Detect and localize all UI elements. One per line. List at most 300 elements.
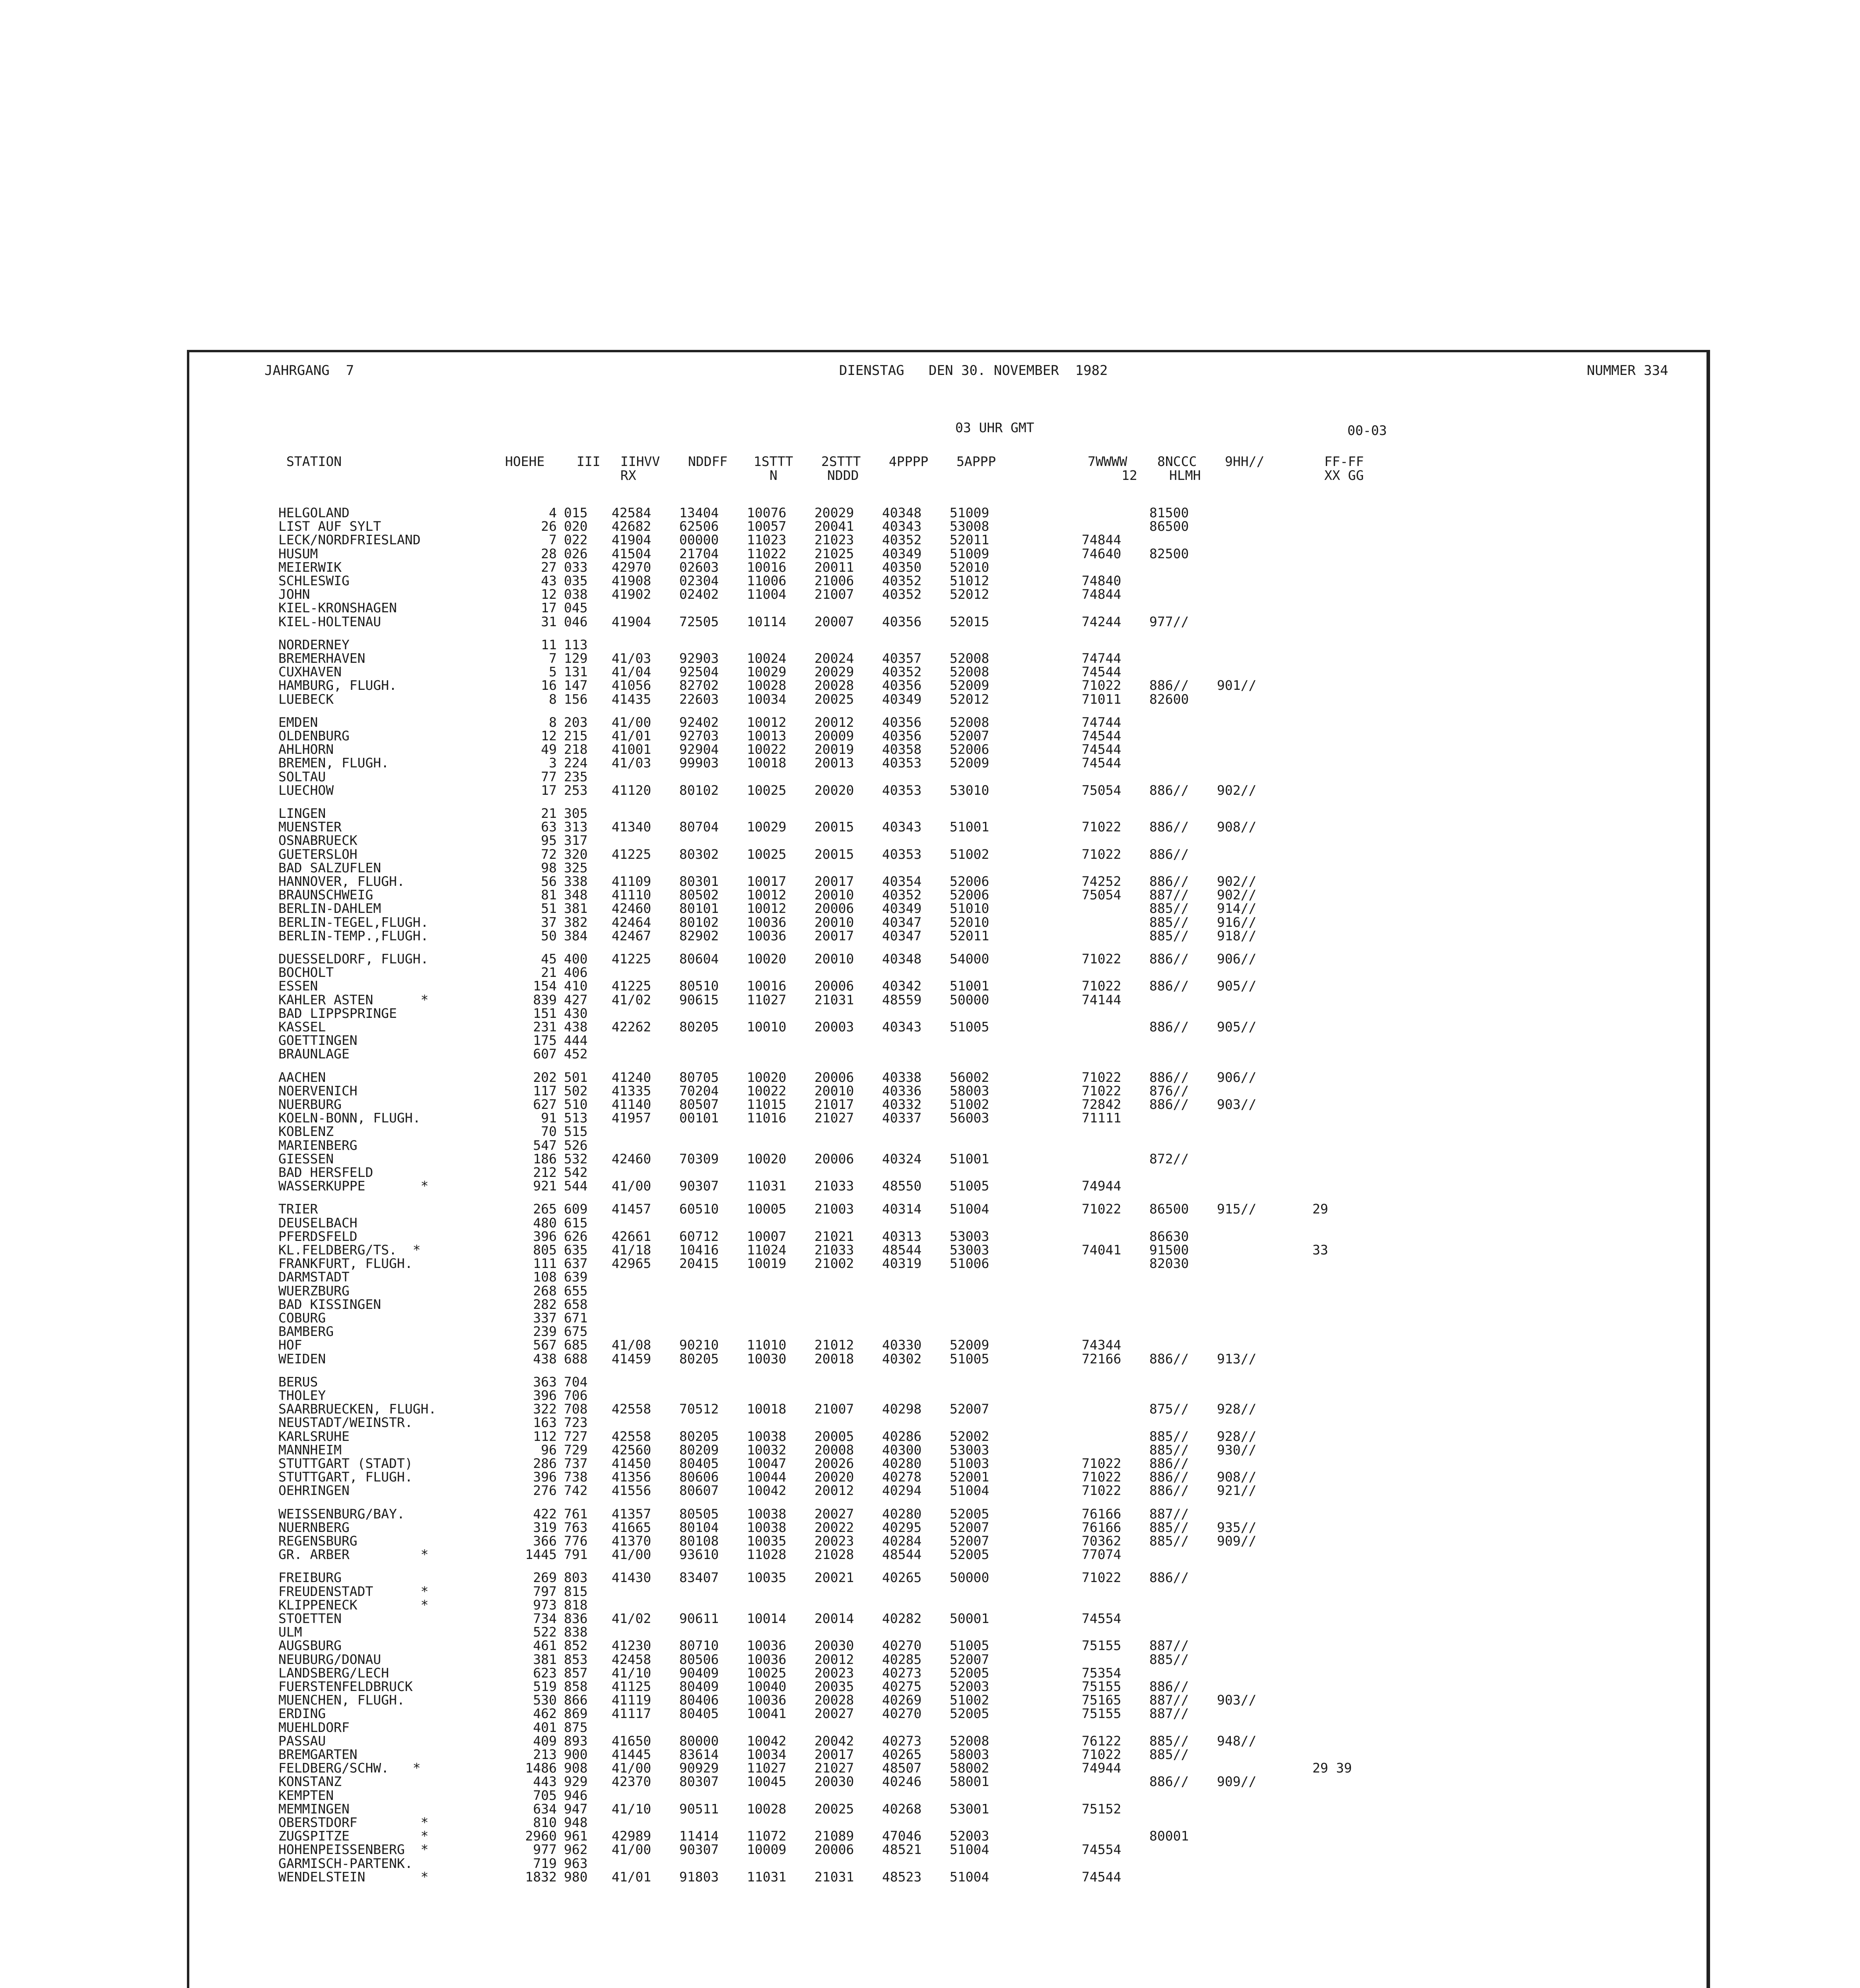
col-2sttt: 2STTT [821,454,861,469]
group-2sttt: 20017 [814,1747,854,1762]
station-height: 31 [541,614,557,629]
station-name: OSNABRUECK [278,833,358,848]
group-8nccc: 885// [1149,1733,1189,1749]
station-index: 348 [564,887,588,903]
col-n: N [770,468,777,483]
station-height: 322 [533,1401,557,1417]
group-2sttt: 21023 [814,532,854,547]
group-1sttt: 10038 [747,1429,787,1444]
station-height: 2960 [525,1828,557,1844]
group-1sttt: 10012 [747,901,787,916]
station-height: 396 [533,1469,557,1485]
table-row [0,1338,1860,1352]
station-name: FRANKFURT, FLUGH. [278,1256,413,1271]
group-iihvv: 41120 [612,782,651,798]
table-row [0,574,1860,588]
group-7wwww: 71022 [1082,1456,1121,1471]
group-5appp: 51003 [950,1456,989,1471]
station-height: 480 [533,1215,557,1231]
group-5appp: 51004 [950,1483,989,1498]
group-8nccc: 885// [1149,1520,1189,1535]
station-name: LIST AUF SYLT [278,518,381,534]
issue-number: NUMMER 334 [1587,363,1668,379]
station-name: BAD KISSINGEN [278,1297,381,1312]
station-name: OLDENBURG [278,728,350,744]
group-8nccc: 82030 [1149,1256,1189,1271]
group-2sttt: 20020 [814,782,854,798]
station-height: 163 [533,1415,557,1430]
group-1sttt: 10022 [747,742,787,757]
group-2sttt: 20019 [814,742,854,757]
group-nddff: 70512 [679,1401,719,1417]
group-7wwww: 75155 [1082,1706,1121,1721]
station-name: BREMEN, FLUGH. [278,755,389,771]
group-iihvv: 41957 [612,1110,651,1126]
table-row [0,1842,1860,1856]
table-row [0,1070,1860,1084]
col-1sttt: 1STTT [754,454,793,469]
station-name: BERLIN-TEGEL,FLUGH. [278,914,429,930]
group-5appp: 52006 [950,887,989,903]
group-4pppp: 40352 [882,664,922,679]
group-8nccc: 886// [1149,1070,1189,1085]
station-index: 815 [564,1584,588,1599]
station-height: 91 [541,1110,557,1126]
group-4pppp: 40352 [882,887,922,903]
group-4pppp: 40265 [882,1747,922,1762]
station-index: 857 [564,1665,588,1681]
group-2sttt: 21007 [814,1401,854,1417]
group-2sttt: 20012 [814,1652,854,1667]
station-name: STOETTEN [278,1611,342,1626]
group-1sttt: 10036 [747,1652,787,1667]
issue-date: DIENSTAG DEN 30. NOVEMBER 1982 [839,363,1108,379]
group-1sttt: 10028 [747,678,787,693]
station-height: 17 [541,782,557,798]
station-name: MUEHLDORF [278,1720,350,1735]
station-index: 869 [564,1706,588,1721]
group-4pppp: 48521 [882,1842,922,1857]
station-index: 723 [564,1415,588,1430]
group-nddff: 80209 [679,1442,719,1458]
group-iihvv: 41665 [612,1520,651,1535]
group-9hh: 903// [1217,1097,1257,1112]
station-name: MEMMINGEN [278,1801,350,1817]
group-7wwww: 75152 [1082,1801,1121,1817]
group-1sttt: 10024 [747,650,787,666]
group-iihvv: 42989 [612,1828,651,1844]
group-4pppp: 40350 [882,559,922,575]
station-index: 761 [564,1506,588,1522]
station-height: 530 [533,1692,557,1708]
group-5appp: 52011 [950,928,989,944]
group-4pppp: 40275 [882,1679,922,1694]
group-nddff: 90615 [679,992,719,1008]
group-4pppp: 40300 [882,1442,922,1458]
group-nddff: 80104 [679,1520,719,1535]
table-row [0,833,1860,847]
table-row [0,1571,1860,1584]
station-index: 615 [564,1215,588,1231]
station-index: 224 [564,755,588,771]
group-8nccc: 886// [1149,1774,1189,1789]
group-2sttt: 20028 [814,678,854,693]
group-2sttt: 20010 [814,914,854,930]
group-2sttt: 20017 [814,874,854,889]
table-row [0,1788,1860,1802]
station-index: 131 [564,664,588,679]
group-8nccc: 886// [1149,1456,1189,1471]
table-row [0,1870,1860,1884]
group-1sttt: 10029 [747,664,787,679]
group-nddff: 80606 [679,1469,719,1485]
group-4pppp: 40280 [882,1456,922,1471]
group-5appp: 52005 [950,1547,989,1562]
group-4pppp: 48523 [882,1869,922,1885]
station-index: 962 [564,1842,588,1857]
group-5appp: 51001 [950,1151,989,1167]
table-row [0,665,1860,679]
station-name: GARMISCH-PARTENK. [278,1856,413,1871]
group-7wwww: 74344 [1082,1337,1121,1353]
station-name: DUESSELDORF, FLUGH. [278,951,429,967]
group-4pppp: 40269 [882,1692,922,1708]
group-4pppp: 40356 [882,614,922,629]
group-4pppp: 40343 [882,518,922,534]
station-index: 838 [564,1624,588,1640]
station-name: THOLEY [278,1388,326,1403]
group-8nccc: 886// [1149,1570,1189,1585]
group-5appp: 51002 [950,846,989,862]
group-8nccc: 886// [1149,1097,1189,1112]
group-iihvv: 41/03 [612,650,651,666]
group-5appp: 52007 [950,728,989,744]
group-8nccc: 885// [1149,928,1189,944]
group-8nccc: 876// [1149,1083,1189,1099]
station-name: BERUS [278,1374,318,1390]
group-2sttt: 21007 [814,586,854,602]
group-iihvv: 42460 [612,901,651,916]
station-name: FUERSTENFELDBRUCK [278,1679,413,1694]
group-9hh: 930// [1217,1442,1257,1458]
station-index: 803 [564,1570,588,1585]
group-4pppp: 40352 [882,532,922,547]
station-name: NUERBURG [278,1097,342,1112]
group-nddff: 92904 [679,742,719,757]
group-5appp: 52015 [950,614,989,629]
station-index: 430 [564,1006,588,1021]
table-row [0,1179,1860,1193]
table-row [0,1229,1860,1243]
station-index: 510 [564,1097,588,1112]
station-index: 033 [564,559,588,575]
group-7wwww: 74544 [1082,728,1121,744]
station-height: 286 [533,1456,557,1471]
group-5appp: 52005 [950,1706,989,1721]
group-5appp: 52009 [950,678,989,693]
station-name: GR. ARBER * [278,1547,429,1562]
station-height: 11 [541,637,557,652]
group-7wwww: 71022 [1082,1469,1121,1485]
table-row [0,715,1860,729]
group-7wwww: 71022 [1082,1070,1121,1085]
group-9hh: 914// [1217,901,1257,916]
table-row [0,1047,1860,1061]
station-name: BAMBERG [278,1324,334,1339]
station-name: STUTTGART, FLUGH. [278,1469,413,1485]
station-index: 038 [564,586,588,602]
table-row [0,915,1860,929]
station-name: SAARBRUECKEN, FLUGH. [278,1401,437,1417]
group-4pppp: 40298 [882,1401,922,1417]
group-iihvv: 41335 [612,1083,651,1099]
station-height: 186 [533,1151,557,1167]
station-name: LUEBECK [278,691,334,707]
group-iihvv: 42464 [612,914,651,930]
table-row [0,1324,1860,1338]
station-name: KARLSRUHE [278,1429,350,1444]
station-index: 513 [564,1110,588,1126]
station-height: 839 [533,992,557,1008]
station-name: OEHRINGEN [278,1483,350,1498]
group-8nccc: 977// [1149,614,1189,629]
station-index: 381 [564,901,588,916]
table-row [0,1443,1860,1457]
group-9hh: 901// [1217,678,1257,693]
group-4pppp: 40273 [882,1665,922,1681]
group-2sttt: 20025 [814,1801,854,1817]
table-row [0,1097,1860,1111]
station-name: BAD LIPPSPRINGE [278,1006,397,1021]
station-name: KOELN-BONN, FLUGH. [278,1110,421,1126]
group-nddff: 90511 [679,1801,719,1817]
group-2sttt: 20023 [814,1665,854,1681]
group-4pppp: 40268 [882,1801,922,1817]
group-iihvv: 41/08 [612,1337,651,1353]
station-height: 56 [541,874,557,889]
group-1sttt: 10042 [747,1483,787,1498]
group-8nccc: 886// [1149,819,1189,835]
table-row [0,1598,1860,1612]
group-nddff: 22603 [679,691,719,707]
group-iihvv: 41356 [612,1469,651,1485]
group-nddff: 80102 [679,782,719,798]
group-iihvv: 41225 [612,951,651,967]
table-row [0,1456,1860,1470]
station-index: 875 [564,1720,588,1735]
group-4pppp: 40270 [882,1706,922,1721]
group-iihvv: 41902 [612,586,651,602]
group-iihvv: 41/04 [612,664,651,679]
station-name: STUTTGART (STADT) [278,1456,413,1471]
station-name: TRIER [278,1201,318,1217]
group-5appp: 52011 [950,532,989,547]
group-9hh: 908// [1217,1469,1257,1485]
group-4pppp: 40348 [882,505,922,520]
group-5appp: 52008 [950,1733,989,1749]
group-iihvv: 41504 [612,546,651,561]
group-4pppp: 40356 [882,678,922,693]
table-row [0,1666,1860,1680]
table-row [0,1483,1860,1497]
group-1sttt: 10017 [747,874,787,889]
group-1sttt: 10076 [747,505,787,520]
table-row [0,1747,1860,1761]
group-iihvv: 41240 [612,1070,651,1085]
group-iihvv: 41904 [612,614,651,629]
group-2sttt: 20027 [814,1506,854,1522]
station-name: KEMPTEN [278,1788,334,1803]
station-height: 7 [549,650,557,666]
station-index: 708 [564,1401,588,1417]
group-4pppp: 40270 [882,1638,922,1653]
station-index: 946 [564,1788,588,1803]
group-1sttt: 10034 [747,1747,787,1762]
group-7wwww: 71022 [1082,1201,1121,1217]
group-9hh: 913// [1217,1351,1257,1367]
group-9hh: 915// [1217,1201,1257,1217]
station-index: 675 [564,1324,588,1339]
group-7wwww: 74744 [1082,650,1121,666]
station-height: 154 [533,978,557,994]
group-1sttt: 11016 [747,1110,787,1126]
table-row [0,615,1860,629]
station-index: 406 [564,965,588,980]
station-index: 526 [564,1138,588,1153]
group-iihvv: 42370 [612,1774,651,1789]
station-name: BERLIN-DAHLEM [278,901,381,916]
group-1sttt: 10036 [747,1638,787,1653]
station-height: 51 [541,901,557,916]
group-nddff: 00000 [679,532,719,547]
station-index: 382 [564,914,588,930]
station-name: FREUDENSTADT * [278,1584,429,1599]
table-row [0,587,1860,601]
station-name: AACHEN [278,1070,326,1085]
group-5appp: 53010 [950,782,989,798]
group-2sttt: 20029 [814,664,854,679]
group-4pppp: 40349 [882,546,922,561]
group-1sttt: 11072 [747,1828,787,1844]
group-4pppp: 40284 [882,1533,922,1549]
group-5appp: 52003 [950,1828,989,1844]
group-1sttt: 11031 [747,1869,787,1885]
station-index: 410 [564,978,588,994]
station-index: 147 [564,678,588,693]
station-index: 637 [564,1256,588,1271]
station-height: 16 [541,678,557,693]
group-1sttt: 10013 [747,728,787,744]
group-iihvv: 41370 [612,1533,651,1549]
group-iihvv: 41/00 [612,1178,651,1194]
group-4pppp: 40336 [882,1083,922,1099]
station-height: 63 [541,819,557,835]
group-1sttt: 10020 [747,951,787,967]
table-row [0,1720,1860,1734]
group-1sttt: 10018 [747,1401,787,1417]
station-name: KLIPPENECK * [278,1597,429,1613]
station-index: 218 [564,742,588,757]
station-height: 409 [533,1733,557,1749]
volume-label: JAHRGANG 7 [264,363,354,379]
group-nddff: 80101 [679,901,719,916]
group-5appp: 52005 [950,1665,989,1681]
group-5appp: 54000 [950,951,989,967]
group-4pppp: 40338 [882,1070,922,1085]
group-5appp: 52001 [950,1469,989,1485]
group-iihvv: 42965 [612,1256,651,1271]
group-9hh: 905// [1217,1019,1257,1035]
group-4pppp: 40342 [882,978,922,994]
group-nddff: 80710 [679,1638,719,1653]
station-name: LANDSBERG/LECH [278,1665,389,1681]
group-4pppp: 40314 [882,1201,922,1217]
group-7wwww: 72842 [1082,1097,1121,1112]
group-iihvv: 42584 [612,505,651,520]
group-2sttt: 21033 [814,1178,854,1194]
group-7wwww: 74844 [1082,532,1121,547]
group-4pppp: 40295 [882,1520,922,1535]
station-name: PASSAU [278,1733,326,1749]
station-height: 95 [541,833,557,848]
group-2sttt: 20041 [814,518,854,534]
station-height: 1486 [525,1760,557,1776]
group-5appp: 52007 [950,1652,989,1667]
group-1sttt: 10019 [747,1256,787,1271]
group-9hh: 909// [1217,1774,1257,1789]
group-nddff: 02304 [679,573,719,588]
table-row [0,1829,1860,1843]
station-height: 805 [533,1242,557,1258]
group-7wwww: 74640 [1082,546,1121,561]
station-index: 203 [564,714,588,730]
table-row [0,547,1860,561]
col-5appp: 5APPP [956,454,996,469]
group-9hh: 918// [1217,928,1257,944]
table-row [0,1020,1860,1034]
group-1sttt: 11027 [747,1760,787,1776]
table-row [0,1856,1860,1870]
station-height: 7 [549,532,557,547]
station-height: 8 [549,714,557,730]
table-row [0,1534,1860,1548]
group-nddff: 93610 [679,1547,719,1562]
group-1sttt: 10114 [747,614,787,629]
group-8nccc: 886// [1149,951,1189,967]
group-4pppp: 40278 [882,1469,922,1485]
station-index: 655 [564,1283,588,1299]
table-row [0,1693,1860,1707]
table-row [0,729,1860,743]
station-height: 37 [541,914,557,930]
station-height: 70 [541,1124,557,1139]
group-7wwww: 75155 [1082,1638,1121,1653]
group-nddff: 80307 [679,1774,719,1789]
col-xx-gg: XX GG [1324,468,1364,483]
group-iihvv: 41230 [612,1638,651,1653]
group-5appp: 52002 [950,1429,989,1444]
table-row [0,965,1860,979]
group-2sttt: 20014 [814,1611,854,1626]
group-4pppp: 40353 [882,782,922,798]
group-1sttt: 11031 [747,1178,787,1194]
station-index: 688 [564,1351,588,1367]
station-height: 77 [541,769,557,784]
group-2sttt: 21017 [814,1097,854,1112]
group-8nccc: 887// [1149,1638,1189,1653]
group-9hh: 905// [1217,978,1257,994]
station-height: 117 [533,1083,557,1099]
